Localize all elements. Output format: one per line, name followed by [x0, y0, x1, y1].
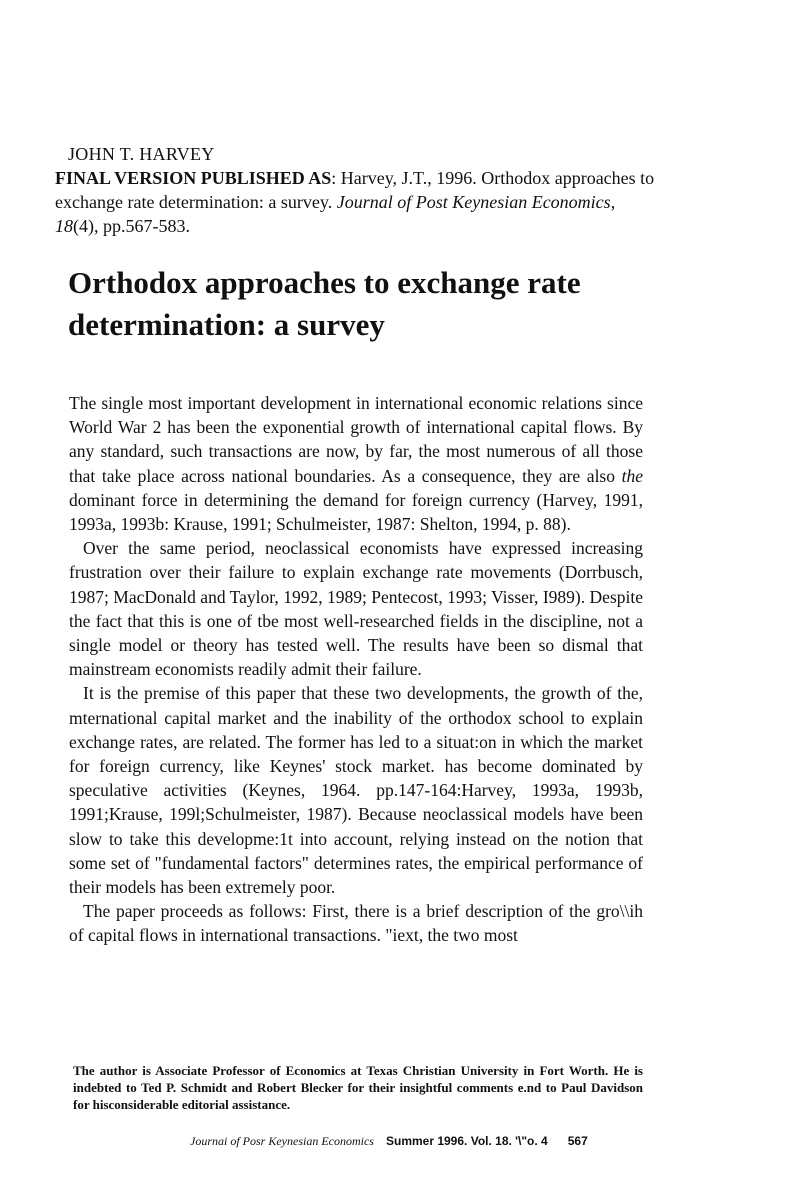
footer-journal: Journai of Posr Keynesian Economics [190, 1134, 374, 1148]
author-footnote: The author is Associate Professor of Economics at Texas Christian University in Fort Worth. He is indebted to Ted P. Schmidt and Robert Blecker for their insightful comments e.nd to Paul Davidson for hisconsiderable editorial assistance. [73, 1063, 643, 1112]
paper-title: Orthodox approaches to exchange rate determination: a survey [68, 265, 581, 342]
citation-volume: 18 [55, 216, 73, 236]
paragraph-2: Over the same period, neoclassical economists have expressed increasing frustration over their failure to explain exchange rate movements (Dorrbusch, 1987; MacDonald and Taylor, 1992, 1989; Pentecost, 1993; Visser, I989). Despite the fact that this is one of tbe most well-researched fields in the discipline, not a single model or theory has tested well. The results have been so dismal that mainstream economists readily admit their failure. [69, 538, 643, 680]
paragraph-1-part-a: The single most important development in international economic relations since World War 2 has been the exponential growth of international capital flows. By any standard, such transactions are now, by far, the most numerous of all those that take place across national boundaries. As a consequence, they are also [69, 393, 643, 486]
paragraph-1-emphasis: the [621, 465, 643, 486]
page-number: 567 [567, 1134, 588, 1148]
publication-note [55, 166, 655, 238]
paragraph-4: The paper proceeds as follows: First, there is a brief description of the gro\\ih of capital flows in international transactions. "iext, the two most [69, 901, 643, 946]
citation-separator: , [610, 192, 616, 212]
body-text [69, 391, 643, 948]
author-name: JOHN T. HARVEY [68, 144, 215, 164]
citation-text: : Harvey, J.T., 1996. Orthodox approaches to exchange rate determination: a survey. [55, 168, 655, 212]
citation-journal: Journal of Post Keynesian Economics [336, 192, 611, 212]
paragraph-1-part-b: dominant force in determining the demand for foreign currency (Harvey, 1991, 1993a, 1993b: Krause, 1991; Schulmeister, 1987: Shelton, 1994, p. 88). [69, 489, 643, 535]
final-version-label: FINAL VERSION PUBLISHED AS [55, 168, 332, 188]
footer-issue: Summer 1996. Vol. 18. '\"o. 4 [385, 1134, 548, 1148]
paragraph-1 [69, 391, 643, 536]
page-footer [190, 1133, 650, 1149]
paragraph-3: It is the premise of this paper that these two developments, the growth of the, mternational capital market and the inability of the orthodox school to explain exchange rates, are related. The former has led to a situat:on in which the market for foreign currency, like Keynes' stock market. has become dominated by speculative activities (Keynes, 1964. pp.147-164:Harvey, 1993a, 1993b, 1991;Krause, 199l;Schulmeister, 1987). Because neoclassical models have been slow to take this developme:1t into account, relying instead on the notion that some set of "fundamental factors" determines rates, the empirical performance of their models has been extremely poor. [69, 683, 643, 898]
citation-pages: (4), pp.567-583. [73, 216, 190, 236]
